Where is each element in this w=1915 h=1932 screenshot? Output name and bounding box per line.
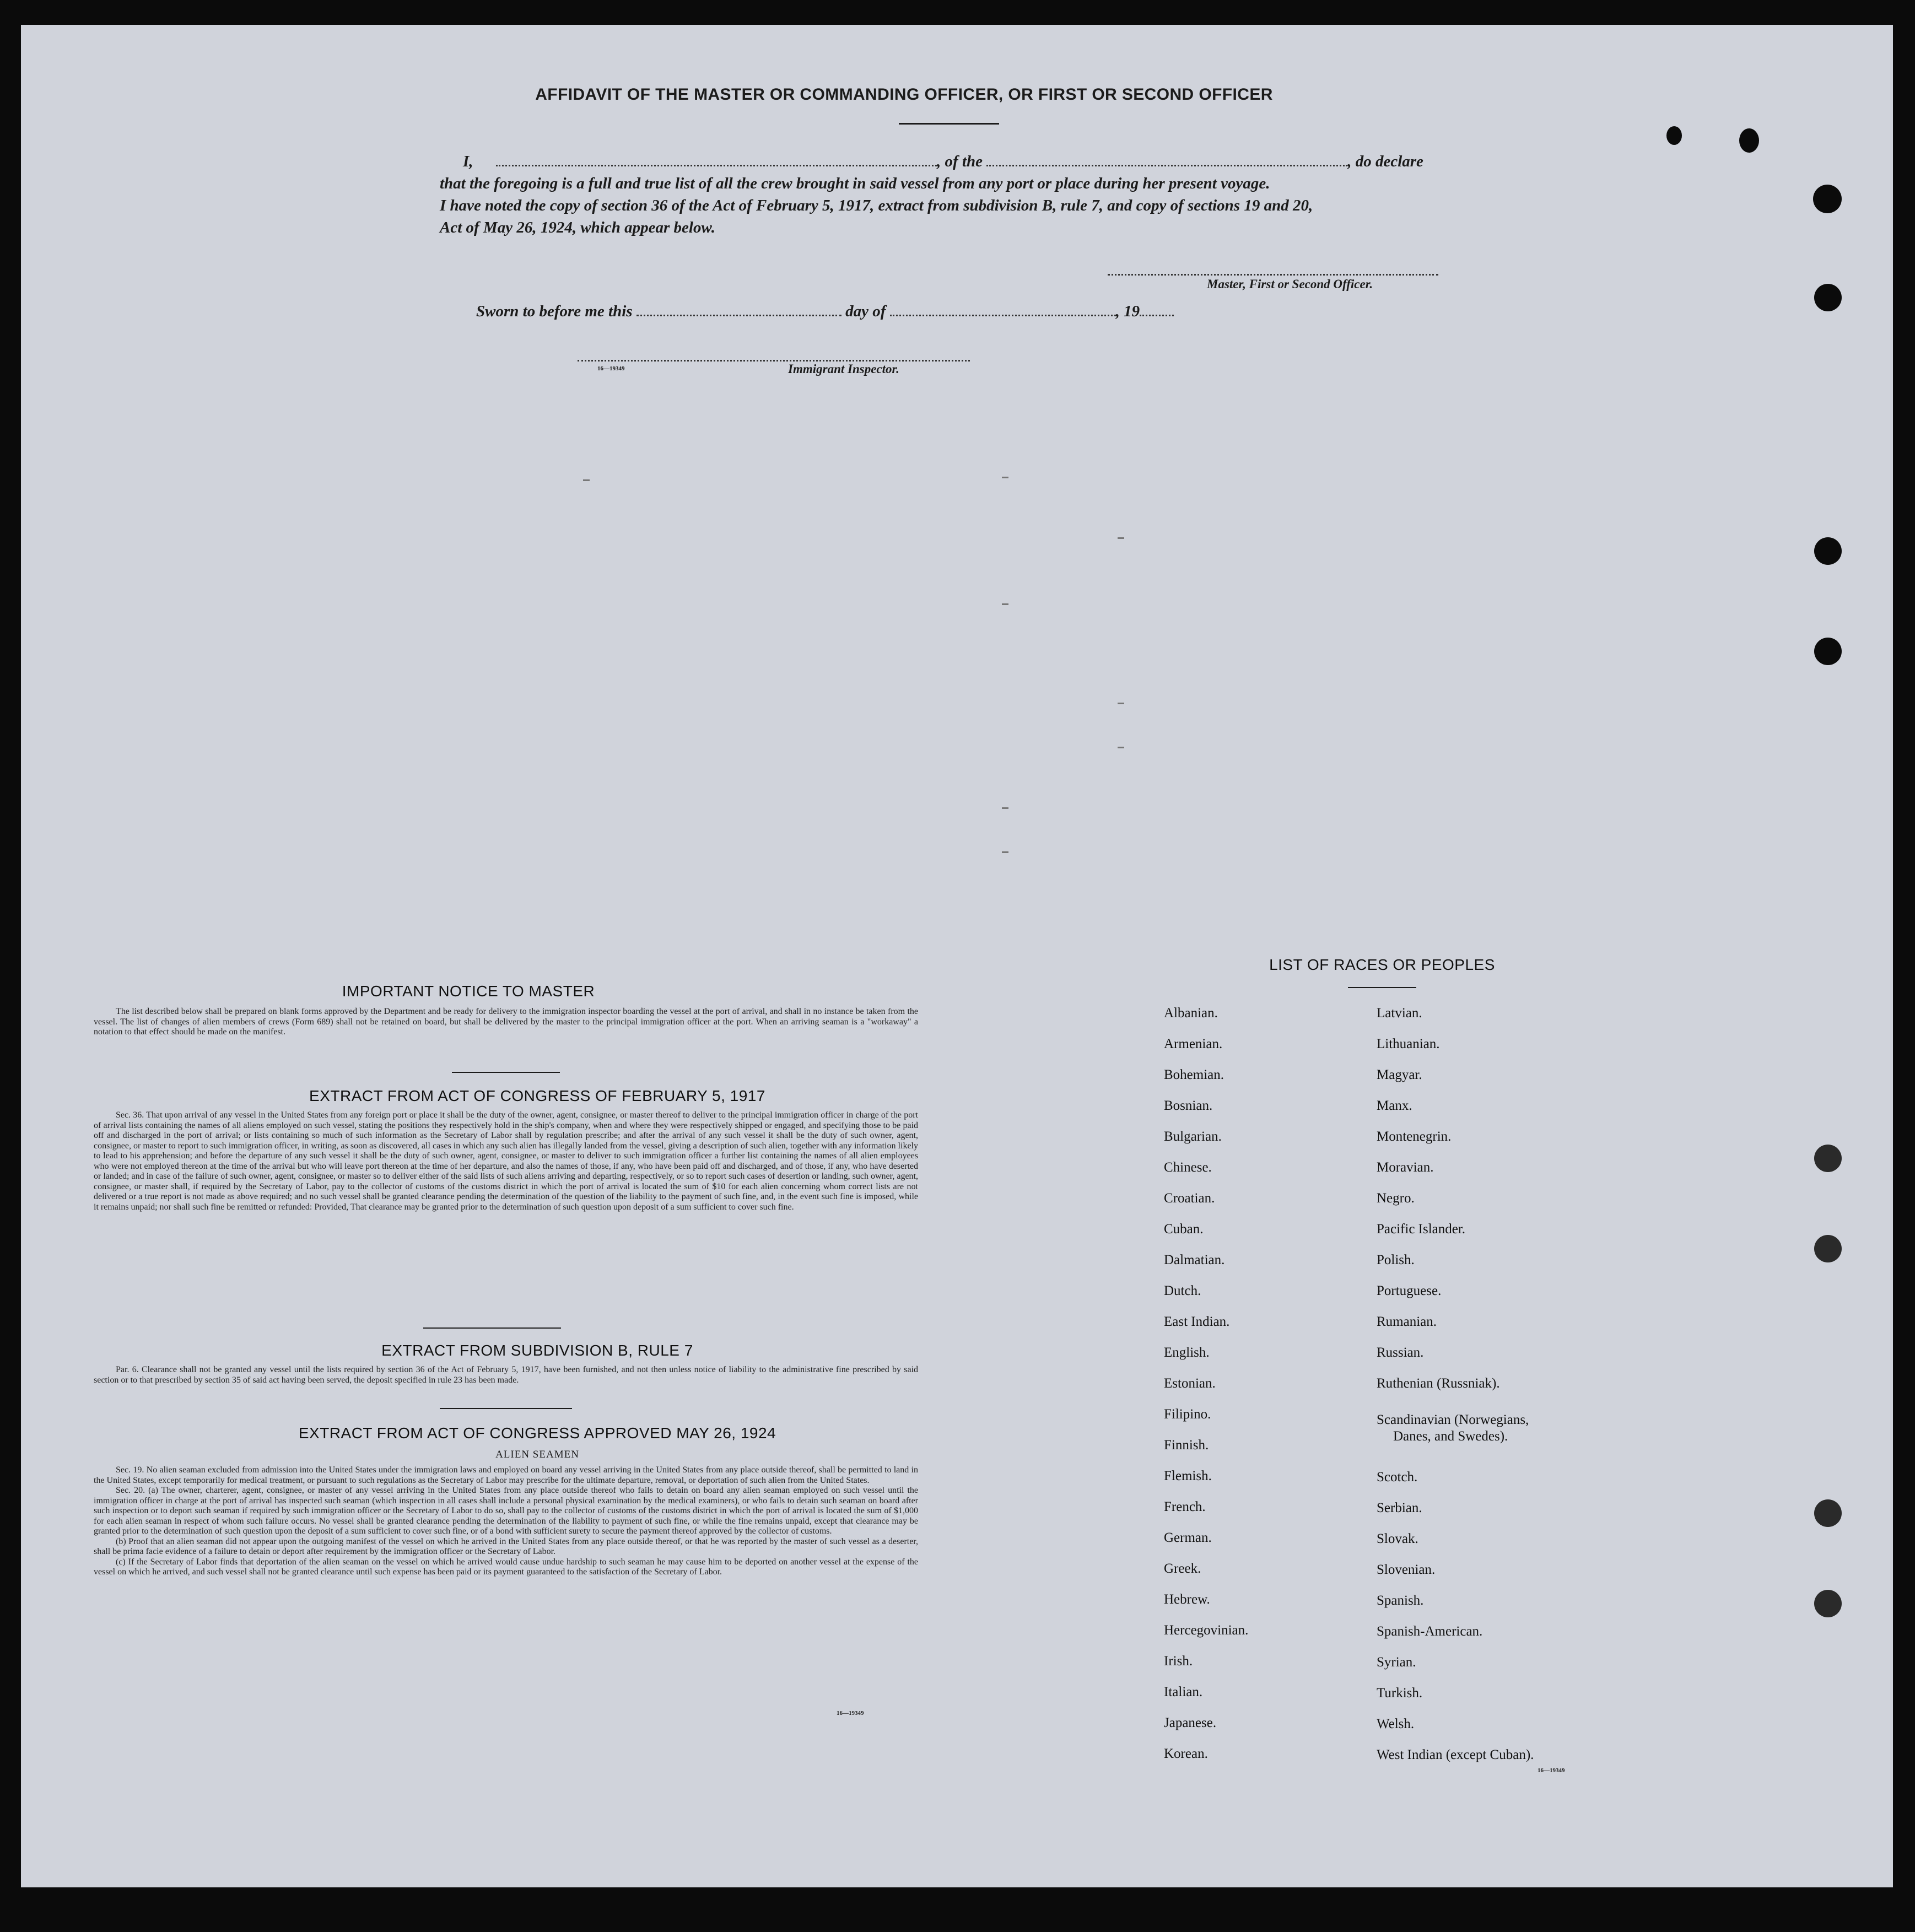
affidavit-line-3: I have noted the copy of section 36 of the Act of February 5, 1917, extract from subdivision B, rule 7, and copy of sections 19 and 20, — [440, 197, 1313, 214]
race-item: Cuban. — [1164, 1222, 1204, 1237]
race-item: Turkish. — [1377, 1686, 1423, 1701]
race-item: Scandinavian (Norwegians, — [1377, 1412, 1529, 1427]
speck — [1002, 603, 1008, 605]
sec20a-paragraph: Sec. 20. (a) The owner, charterer, agent, consignee, or master of any vessel arriving in the United States from any place outside thereof who fails to detain on board any alien seaman employed on such vessel until the immigration officer in charge at the port of arrival has inspected such seaman (which inspection in all cases shall include a personal physical examination by the medical examiners), or who fails to detain such seaman on board after such inspection or to deport such seaman if required by such immigration officer or the Secretary of Labor to do so, shall pay to the collector of customs of the customs district in which the port of arrival is located the sum of $1,000 for each alien seaman in respect of whom such failure occurs. No vessel shall be granted clearance pending the determination of the liability to payment of such fine, or while the fine remains unpaid, except that clearance may be granted prior to the determination of such question upon the deposit of a sum sufficient to cover such fine, or of a bond with sufficient surety to secure the payment thereof approved by the collector of customs. — [94, 1486, 918, 1536]
affidavit-line-2: that the foregoing is a full and true list of all the crew brought in said vessel from any port or place during her present voyage. — [440, 175, 1270, 192]
ink-blot — [1666, 126, 1682, 145]
races-title-rule — [1348, 987, 1416, 988]
race-item: Bosnian. — [1164, 1098, 1213, 1113]
race-item: Hebrew. — [1164, 1592, 1210, 1607]
extract-1924-title: EXTRACT FROM ACT OF CONGRESS APPROVED MAY 26, 1924 — [298, 1424, 776, 1442]
speck — [1118, 537, 1124, 539]
race-item: Greek. — [1164, 1561, 1201, 1576]
master-signature-label: Master, First or Second Officer. — [1207, 277, 1373, 291]
race-item: Bohemian. — [1164, 1067, 1224, 1082]
punch-hole — [1814, 537, 1842, 565]
affidavit-i: I, — [463, 153, 473, 170]
par6-paragraph: Par. 6. Clearance shall not be granted any vessel until the lists required by section 36 of the Act of February 5, 1917, have been furnished, and not then unless notice of liability to the administrative fine prescribed by said section or to that prescribed by section 35 of said act having been served, the deposit specified in rule 23 has been made. — [94, 1365, 918, 1385]
race-item: Italian. — [1164, 1685, 1203, 1699]
race-item: Negro. — [1377, 1191, 1415, 1206]
subdivision-b-text — [94, 1365, 918, 1385]
race-item: East Indian. — [1164, 1314, 1230, 1329]
sworn-text: Sworn to before me this — [476, 303, 633, 320]
race-item: Armenian. — [1164, 1037, 1223, 1051]
extract-1917-text — [94, 1110, 918, 1212]
affidavit-of-the: , of the — [937, 153, 983, 170]
vessel-blank[interactable] — [986, 153, 1347, 166]
race-item: Lithuanian. — [1377, 1037, 1440, 1051]
punch-hole — [1814, 1235, 1842, 1262]
race-item: Polish. — [1377, 1253, 1415, 1267]
sworn-year: , 19 — [1115, 303, 1140, 320]
document-page — [21, 25, 1893, 1887]
inspector-signature-line[interactable] — [578, 360, 970, 361]
race-item: Magyar. — [1377, 1067, 1422, 1082]
race-item: Scotch. — [1377, 1470, 1418, 1485]
race-item: Irish. — [1164, 1654, 1193, 1669]
race-item: West Indian (except Cuban). — [1377, 1747, 1534, 1762]
sworn-month-blank[interactable] — [890, 303, 1116, 316]
races-column-1 — [1164, 1006, 1346, 1788]
race-item: Finnish. — [1164, 1438, 1209, 1453]
form-number-top: 16—19349 — [597, 365, 625, 372]
race-item: Slovenian. — [1377, 1562, 1436, 1577]
race-item: Danes, and Swedes). — [1393, 1429, 1508, 1444]
affidavit-title: AFFIDAVIT OF THE MASTER OR COMMANDING OFFICER, OR FIRST OR SECOND OFFICER — [535, 85, 1273, 104]
title-rule — [899, 123, 999, 125]
race-item: Ruthenian (Russniak). — [1377, 1376, 1500, 1391]
race-item: Moravian. — [1377, 1160, 1434, 1175]
extract-1924-text — [94, 1465, 918, 1578]
punch-hole — [1813, 185, 1842, 213]
section-rule — [452, 1072, 560, 1073]
sworn-year-blank[interactable] — [1140, 303, 1174, 316]
races-column-2 — [1377, 1006, 1652, 1788]
subdivision-b-title: EXTRACT FROM SUBDIVISION B, RULE 7 — [381, 1342, 693, 1359]
race-item: Chinese. — [1164, 1160, 1212, 1175]
form-number-bottom-left: 16—19349 — [837, 1710, 864, 1717]
speck — [1002, 477, 1008, 478]
race-item: German. — [1164, 1530, 1212, 1545]
sworn-line — [476, 300, 1174, 322]
master-signature-line[interactable] — [1108, 274, 1438, 276]
sec20b-paragraph: (b) Proof that an alien seaman did not appear upon the outgoing manifest of the vessel on which he arrived in the United States from any place outside thereof, or that he was reported by the master of such vessel as a deserter, shall be prima facie evidence of a failure to detain or deport after requirement by the immigration officer or the Secretary of Labor. — [94, 1536, 918, 1556]
race-item: Montenegrin. — [1377, 1129, 1452, 1144]
race-item: Filipino. — [1164, 1407, 1211, 1422]
punch-hole — [1814, 638, 1842, 665]
speck — [1118, 703, 1124, 704]
speck — [1002, 807, 1008, 809]
race-item: Portuguese. — [1377, 1283, 1442, 1298]
sworn-day-of: day of — [845, 303, 886, 320]
notice-title: IMPORTANT NOTICE TO MASTER — [342, 983, 595, 1000]
speck — [1002, 851, 1008, 853]
race-item: Dalmatian. — [1164, 1253, 1225, 1267]
punch-hole — [1814, 1499, 1842, 1527]
section-rule — [440, 1408, 572, 1409]
affidavit-line-4: Act of May 26, 1924, which appear below. — [440, 219, 715, 236]
race-item: Manx. — [1377, 1098, 1412, 1113]
section-rule — [423, 1327, 561, 1329]
race-item: Bulgarian. — [1164, 1129, 1222, 1144]
notice-text — [94, 1007, 918, 1038]
extract-1917-title: EXTRACT FROM ACT OF CONGRESS OF FEBRUARY 5, 1917 — [309, 1087, 765, 1104]
races-title: LIST OF RACES OR PEOPLES — [1269, 956, 1495, 973]
race-item: Welsh. — [1377, 1717, 1415, 1731]
race-item: Dutch. — [1164, 1283, 1201, 1298]
race-item: Flemish. — [1164, 1469, 1212, 1483]
race-item: Rumanian. — [1377, 1314, 1437, 1329]
sworn-day-blank[interactable] — [636, 303, 841, 316]
race-item: Estonian. — [1164, 1376, 1216, 1391]
race-item: Croatian. — [1164, 1191, 1215, 1206]
race-item: Pacific Islander. — [1377, 1222, 1466, 1237]
race-item: Spanish. — [1377, 1593, 1424, 1608]
notice-paragraph: The list described below shall be prepared on blank forms approved by the Department and be ready for delivery to the immigration inspector boarding the vessel at the port of arrival, and shall in no instance be taken from the vessel. The list of changes of alien members of crews (Form 689) shall not be retained on board, but shall be delivered by the master to the principal immigration officer at the port. When an arriving seaman is a "workaway" a notation to that effect should be made on the manifest. — [94, 1007, 918, 1037]
race-item: Japanese. — [1164, 1715, 1217, 1730]
race-item: Latvian. — [1377, 1006, 1422, 1021]
name-blank[interactable] — [496, 153, 937, 166]
race-item: Spanish-American. — [1377, 1624, 1483, 1639]
affidavit-declare: , do declare — [1347, 153, 1423, 170]
form-number-bottom-right: 16—19349 — [1538, 1767, 1565, 1774]
punch-hole — [1814, 284, 1842, 311]
race-item: Slovak. — [1377, 1531, 1418, 1546]
speck — [1118, 747, 1124, 748]
race-item: French. — [1164, 1499, 1206, 1514]
alien-seamen-subtitle: ALIEN SEAMEN — [495, 1449, 579, 1460]
race-item: Hercegovinian. — [1164, 1623, 1249, 1638]
speck — [583, 479, 590, 481]
punch-hole — [1814, 1590, 1842, 1617]
race-item: Korean. — [1164, 1746, 1208, 1761]
race-item: Albanian. — [1164, 1006, 1218, 1021]
ink-blot — [1739, 128, 1759, 153]
race-item: Serbian. — [1377, 1501, 1422, 1515]
sec36-paragraph: Sec. 36. That upon arrival of any vessel in the United States from any foreign port or place it shall be the duty of the owner, agent, consignee, or master thereof to deliver to the principal immigration officer in charge of the port of arrival lists containing the names of all aliens employed on such vessel, stating the positions they respectively hold in the ship's company, when and where they were respectively shipped or engaged, and specifying those to be paid off and discharged in the port of arrival; or lists containing so much of such information as the Secretary of Labor shall by regulation prescribe; and after the arrival of any such vessel it shall be the duty of such owner, agent, consignee, or master to report to such immigration officer, in writing, as soon as discovered, all cases in which any such alien has illegally landed from the vessel, giving a description of such alien, together with any information likely to lead to his apprehension; and before the departure of any such vessel it shall be the duty of such owner, agent, consignee, or master to deliver to such immigration officer a further list containing the names of all alien employees who were not employed thereon at the time of the arrival but who will leave port thereon at the time of her departure, and also the names of those, if any, who have been paid off and discharged, and of those, if any, who have deserted or landed; and in case of the failure of such owner, agent, consignee, or master so to deliver either of the said lists of such aliens arriving and departing, respectively, or so to report such cases of desertion or landing, such owner, agent, consignee, or master shall, if required by the Secretary of Labor, pay to the collector of customs of the customs district in which the port of arrival is located the sum of $10 for each alien concerning whom correct lists are not delivered or a true report is not made as above required; and no such vessel shall be granted clearance pending the determination of the question of the liability to the payment of such fine, and, in the event such fine is imposed, while it remains unpaid; nor shall such fine be remitted or refunded: Provided, That clearance may be granted prior to the determination of such question upon deposit of a sum sufficient to cover such fine. — [94, 1110, 918, 1212]
punch-hole — [1814, 1145, 1842, 1172]
race-item: Russian. — [1377, 1345, 1424, 1360]
race-item: Syrian. — [1377, 1655, 1416, 1670]
sec19-paragraph: Sec. 19. No alien seaman excluded from admission into the United States under the immigration laws and employed on board any vessel arriving in the United States from any place outside thereof, shall be permitted to land in the United States, except temporarily for medical treatment, or pursuant to such regulations as the Secretary of Labor may prescribe for the ultimate departure, removal, or deportation of such alien from the United States. — [94, 1465, 918, 1485]
affidavit-body — [440, 150, 1487, 239]
inspector-label: Immigrant Inspector. — [788, 362, 899, 376]
sec20c-paragraph: (c) If the Secretary of Labor finds that deportation of the alien seaman on the vessel on which he arrived would cause undue hardship to such seaman he may cause him to be deported on another vessel at the expense of the vessel on which he arrived, and such vessel shall not be granted clearance until such expense has been paid or its payment guaranteed to the satisfaction of the Secretary of Labor. — [94, 1557, 918, 1577]
race-item: English. — [1164, 1345, 1210, 1360]
